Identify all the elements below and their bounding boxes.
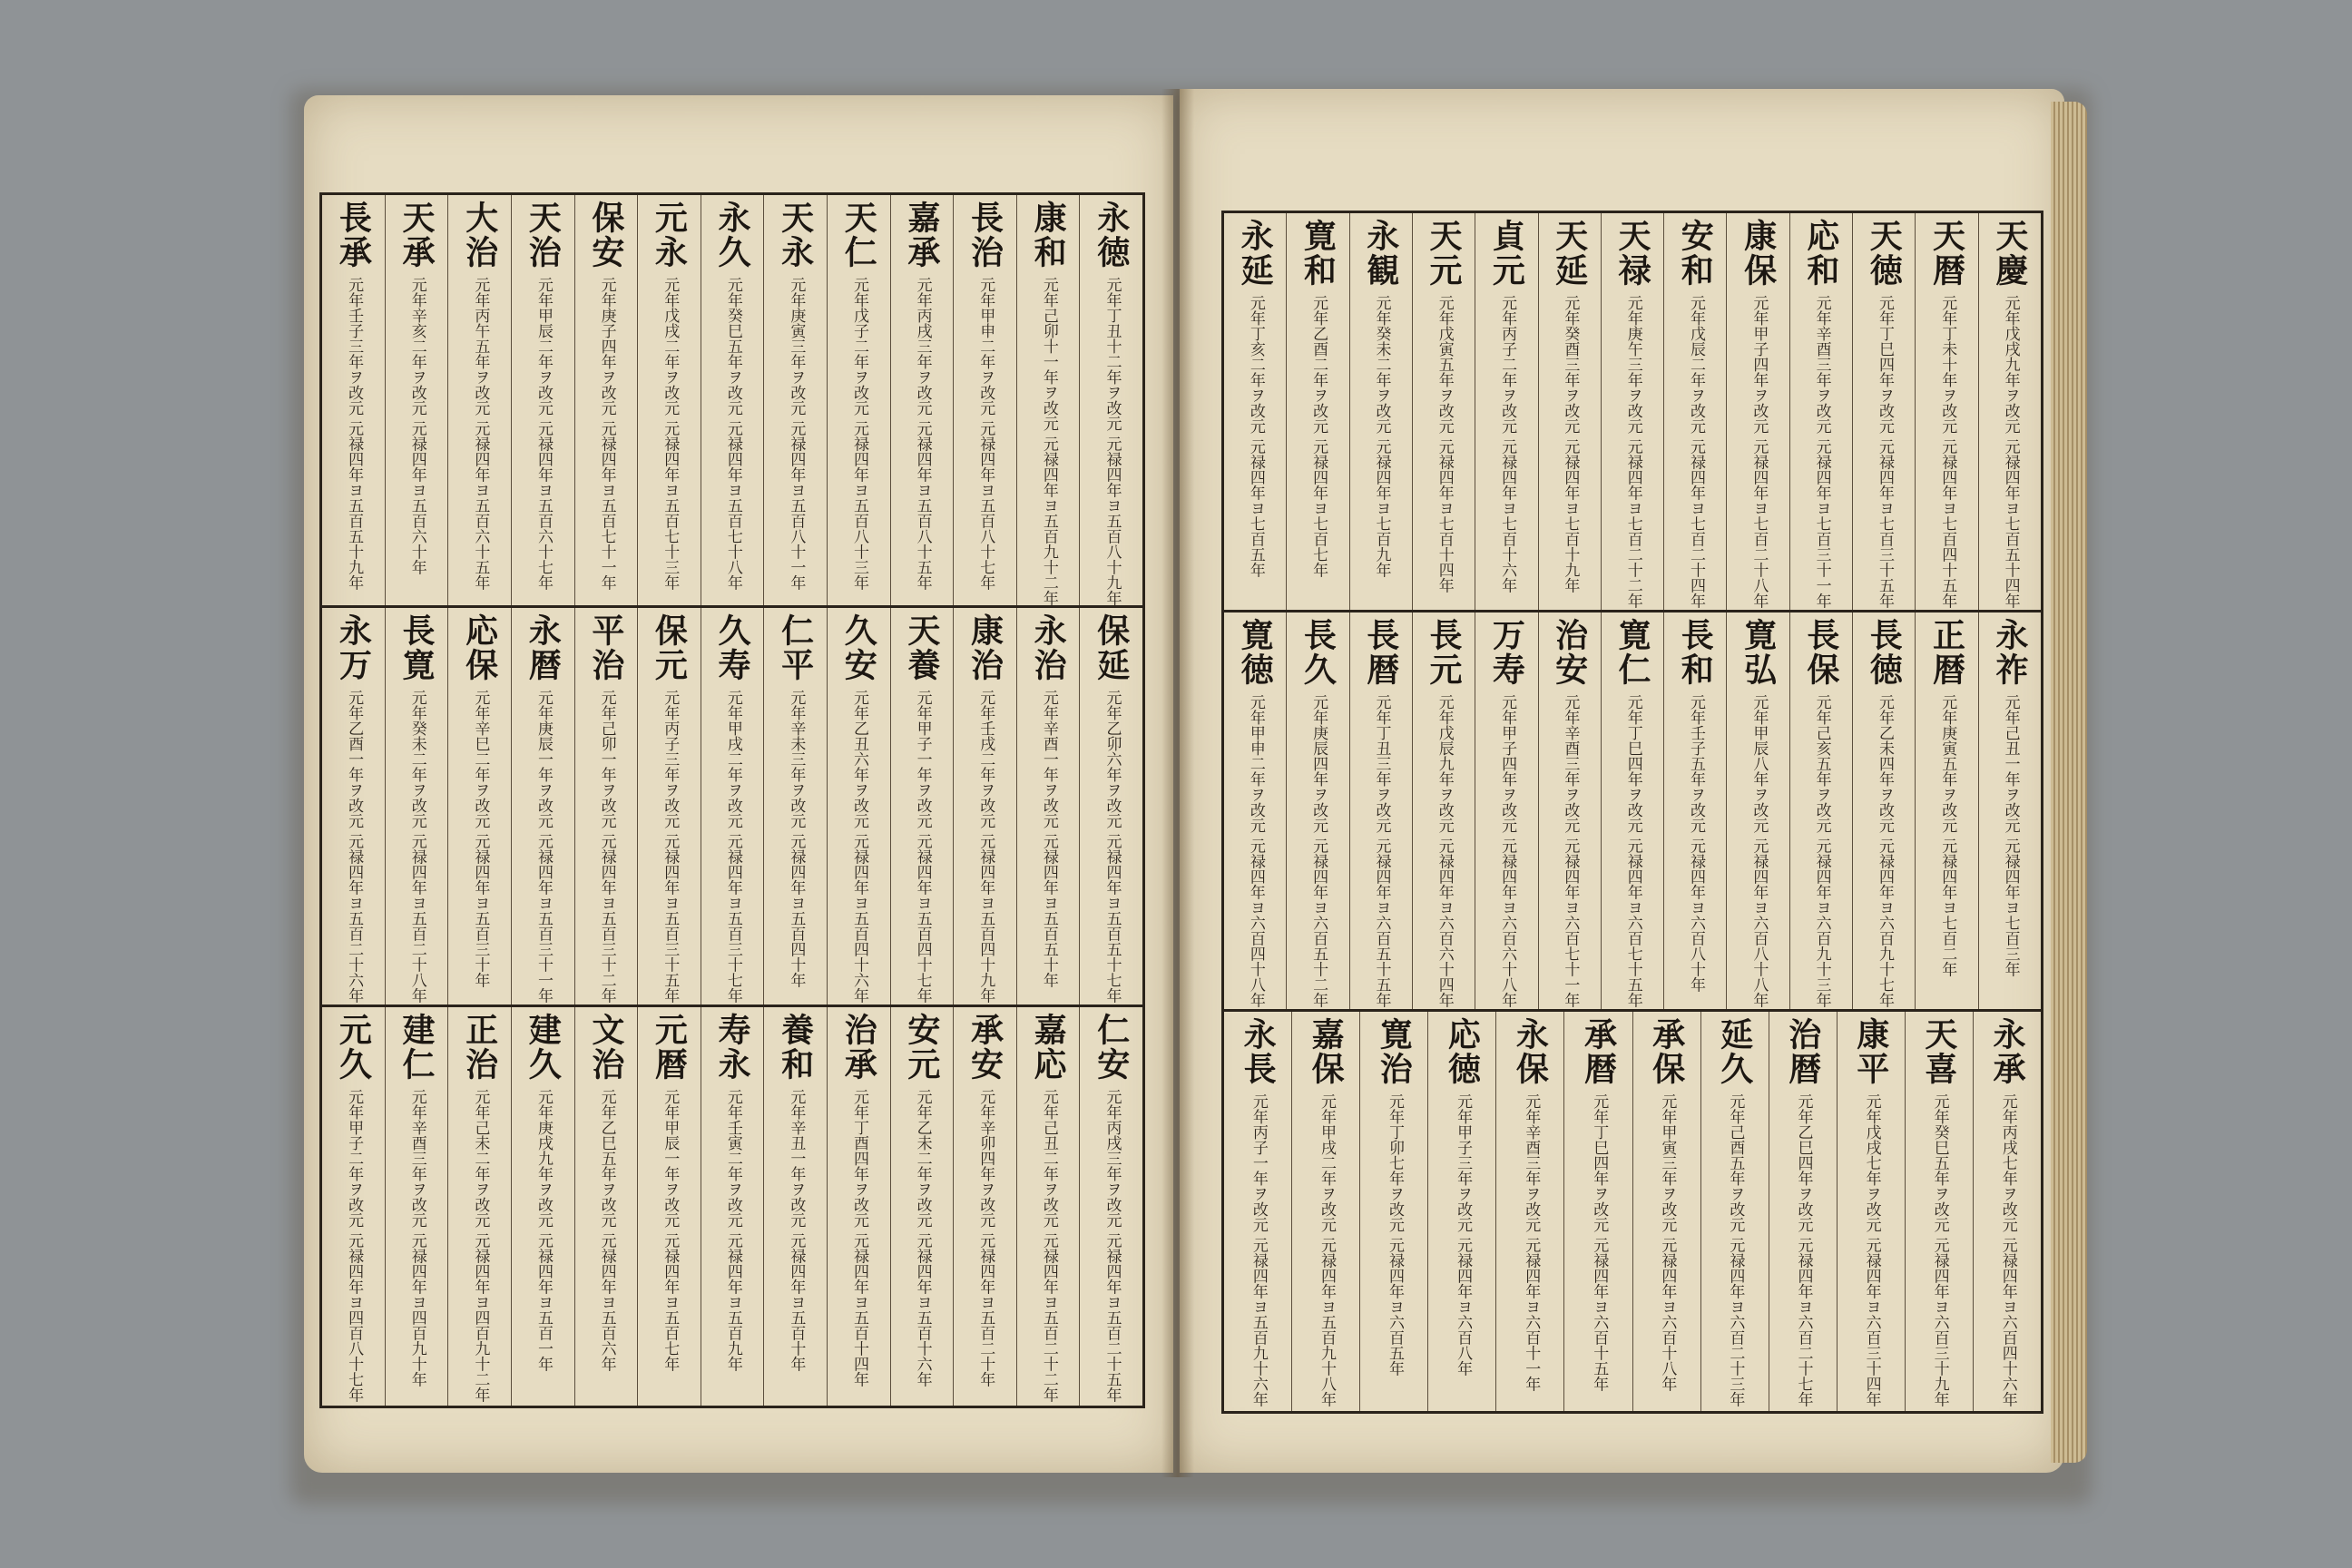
era-column: [1852, 612, 1915, 1009]
era-name: 文治: [586, 1012, 625, 1082]
era-name: 平治: [586, 613, 625, 683]
era-name: 保延: [1092, 613, 1131, 683]
era-note: 元年丙子三年ヲ改元 元禄四年ヨ五百三十五年: [661, 690, 680, 1004]
era-name: 正暦: [1927, 618, 1966, 687]
era-name: 安和: [1676, 219, 1715, 288]
era-note: 元年己丑二年ヲ改元 元禄四年ヨ五百二十二年: [1039, 1088, 1058, 1403]
era-column: [763, 1007, 827, 1406]
era-column: [574, 195, 638, 605]
era-note: 元年乙卯六年ヲ改元 元禄四年ヨ五百五十七年: [1102, 690, 1122, 1004]
era-column: [1978, 213, 2041, 610]
era-note: 元年癸未二年ヲ改元 元禄四年ヨ五百二十八年: [407, 690, 426, 1004]
era-name: 治暦: [1783, 1017, 1822, 1086]
era-column: [385, 608, 448, 1004]
era-name: 嘉応: [1029, 1012, 1068, 1082]
era-note: 元年乙酉二年ヲ改元 元禄四年ヨ七百七年: [1309, 295, 1328, 578]
era-column: [1837, 1012, 1905, 1411]
era-note: 元年丙子一年ヲ改元 元禄四年ヨ五百九十六年: [1249, 1093, 1268, 1407]
era-column: [511, 1007, 574, 1406]
era-name: 長和: [1676, 618, 1715, 687]
era-note: 元年戊戌七年ヲ改元 元禄四年ヨ六百三十四年: [1862, 1093, 1881, 1407]
tier-top: [322, 195, 1142, 608]
era-name: 元久: [334, 1012, 373, 1082]
era-note: 元年甲子三年ヲ改元 元禄四年ヨ六百八年: [1454, 1093, 1473, 1377]
era-column: [447, 1007, 511, 1406]
era-column: [1700, 1012, 1769, 1411]
era-name: 寛和: [1298, 219, 1338, 288]
era-name: 康治: [965, 613, 1004, 683]
era-note: 元年己未二年ヲ改元 元禄四年ヨ四百九十二年: [471, 1088, 490, 1403]
era-note: 元年甲子四年ヲ改元 元禄四年ヨ六百六十八年: [1498, 694, 1517, 1008]
era-note: 元年甲辰八年ヲ改元 元禄四年ヨ六百八十八年: [1749, 694, 1769, 1008]
era-column: [637, 608, 701, 1004]
era-name: 永久: [713, 201, 752, 270]
era-name: 承保: [1647, 1017, 1686, 1086]
era-column: [1915, 612, 1977, 1009]
era-column: [1973, 1012, 2041, 1411]
era-note: 元年辛丑一年ヲ改元 元禄四年ヨ五百十年: [787, 1088, 806, 1372]
era-column: [1016, 1007, 1080, 1406]
era-note: 元年癸未二年ヲ改元 元禄四年ヨ七百九年: [1372, 295, 1391, 578]
page-edges: [2051, 102, 2087, 1463]
era-column: [511, 195, 574, 605]
tier-bottom: [1224, 1012, 2041, 1411]
era-column: [1789, 213, 1852, 610]
era-note: 元年丁巳四年ヲ改元 元禄四年ヨ七百三十五年: [1875, 295, 1894, 609]
left-era-table: [319, 192, 1145, 1408]
era-column: [890, 1007, 954, 1406]
era-column: [701, 195, 764, 605]
era-name: 天養: [902, 613, 941, 683]
tier-middle: [1224, 612, 2041, 1012]
era-note: 元年丙子二年ヲ改元 元禄四年ヨ七百十六年: [1498, 295, 1517, 593]
era-name: 長承: [334, 201, 373, 270]
era-note: 元年癸酉三年ヲ改元 元禄四年ヨ七百十九年: [1561, 295, 1580, 593]
right-era-table: [1221, 211, 2043, 1414]
era-name: 康和: [1029, 201, 1068, 270]
era-note: 元年丙戌七年ヲ改元 元禄四年ヨ六百四十六年: [1998, 1093, 2017, 1407]
era-name: 久安: [839, 613, 878, 683]
era-note: 元年戊辰九年ヲ改元 元禄四年ヨ六百六十四年: [1435, 694, 1454, 1008]
era-note: 元年己酉五年ヲ改元 元禄四年ヨ六百二十三年: [1726, 1093, 1745, 1407]
era-column: [637, 195, 701, 605]
era-name: 長治: [965, 201, 1004, 270]
era-name: 永徳: [1092, 201, 1131, 270]
era-note: 元年甲辰一年ヲ改元 元禄四年ヨ五百七年: [661, 1088, 680, 1372]
era-note: 元年戊戌九年ヲ改元 元禄四年ヨ七百五十四年: [2001, 295, 2020, 609]
era-note: 元年己丑一年ヲ改元 元禄四年ヨ七百三年: [2001, 694, 2020, 977]
era-name: 建仁: [397, 1012, 436, 1082]
era-note: 元年辛酉三年ヲ改元 元禄四年ヨ六百十一年: [1522, 1093, 1541, 1392]
era-note: 元年乙未二年ヲ改元 元禄四年ヨ五百十六年: [913, 1088, 932, 1387]
era-column: [1632, 1012, 1700, 1411]
era-column: [322, 1007, 385, 1406]
era-note: 元年乙巳五年ヲ改元 元禄四年ヨ五百六年: [597, 1088, 616, 1372]
era-column: [701, 608, 764, 1004]
era-note: 元年甲子一年ヲ改元 元禄四年ヨ五百四十七年: [913, 690, 932, 1004]
era-column: [1769, 1012, 1837, 1411]
era-column: [637, 1007, 701, 1406]
era-name: 永祚: [1990, 618, 2029, 687]
era-name: 治承: [839, 1012, 878, 1082]
era-name: 長保: [1801, 618, 1840, 687]
era-note: 元年甲子二年ヲ改元 元禄四年ヨ四百八十七年: [345, 1088, 364, 1403]
era-name: 天暦: [1927, 219, 1966, 288]
era-name: 天慶: [1990, 219, 2029, 288]
era-name: 仁平: [776, 613, 815, 683]
era-note: 元年丁丑三年ヲ改元 元禄四年ヨ六百五十五年: [1372, 694, 1391, 1008]
era-name: 天仁: [839, 201, 878, 270]
era-note: 元年戊子二年ヲ改元 元禄四年ヨ五百八十三年: [850, 277, 869, 591]
era-column: [1789, 612, 1852, 1009]
era-column: [827, 195, 890, 605]
era-column: [1224, 612, 1286, 1009]
era-note: 元年丁巳四年ヲ改元 元禄四年ヨ六百十五年: [1590, 1093, 1609, 1392]
era-note: 元年辛未三年ヲ改元 元禄四年ヨ五百四十年: [787, 690, 806, 988]
era-column: [1915, 213, 1977, 610]
era-note: 元年己亥五年ヲ改元 元禄四年ヨ六百九十三年: [1812, 694, 1831, 1008]
era-name: 永承: [1987, 1017, 2026, 1086]
era-name: 永延: [1236, 219, 1275, 288]
era-name: 治安: [1550, 618, 1589, 687]
era-name: 元永: [650, 201, 689, 270]
era-name: 康保: [1739, 219, 1778, 288]
era-note: 元年庚寅三年ヲ改元 元禄四年ヨ五百八十一年: [787, 277, 806, 591]
era-column: [953, 608, 1016, 1004]
era-column: [890, 195, 954, 605]
era-column: [1726, 612, 1788, 1009]
era-name: 久寿: [713, 613, 752, 683]
era-note: 元年甲辰二年ヲ改元 元禄四年ヨ五百六十七年: [534, 277, 553, 591]
era-note: 元年辛酉一年ヲ改元 元禄四年ヨ五百五十年: [1039, 690, 1058, 988]
era-name: 長徳: [1865, 618, 1904, 687]
era-note: 元年癸巳五年ヲ改元 元禄四年ヨ五百七十八年: [723, 277, 742, 591]
era-column: [1286, 612, 1348, 1009]
era-note: 元年丁卯七年ヲ改元 元禄四年ヨ六百五年: [1386, 1093, 1405, 1377]
era-name: 保安: [586, 201, 625, 270]
era-name: 大治: [460, 201, 499, 270]
era-name: 応和: [1801, 219, 1840, 288]
era-note: 元年庚辰四年ヲ改元 元禄四年ヨ六百五十二年: [1309, 694, 1328, 1008]
era-column: [1663, 612, 1726, 1009]
era-column: [574, 608, 638, 1004]
era-note: 元年甲戌二年ヲ改元 元禄四年ヨ五百三十七年: [723, 690, 742, 1004]
era-name: 寿永: [713, 1012, 752, 1082]
era-column: [1601, 612, 1663, 1009]
era-name: 貞元: [1487, 219, 1526, 288]
era-note: 元年丁未十年ヲ改元 元禄四年ヨ七百四十五年: [1938, 295, 1957, 609]
era-name: 天延: [1550, 219, 1589, 288]
era-note: 元年庚寅五年ヲ改元 元禄四年ヨ七百二年: [1938, 694, 1957, 977]
era-note: 元年庚辰一年ヲ改元 元禄四年ヨ五百三十一年: [534, 690, 553, 1004]
era-note: 元年乙酉一年ヲ改元 元禄四年ヨ五百二十六年: [345, 690, 364, 1004]
era-note: 元年辛酉三年ヲ改元 元禄四年ヨ七百三十一年: [1812, 295, 1831, 609]
era-note: 元年丁丑十二年ヲ改元 元禄四年ヨ五百八十九年: [1102, 277, 1122, 606]
era-column: [1016, 608, 1080, 1004]
era-name: 永万: [334, 613, 373, 683]
era-name: 養和: [776, 1012, 815, 1082]
era-column: [1016, 195, 1080, 605]
era-name: 長寛: [397, 613, 436, 683]
era-column: [1359, 1012, 1427, 1411]
era-column: [1224, 1012, 1291, 1411]
era-column: [1538, 612, 1601, 1009]
era-note: 元年庚子四年ヲ改元 元禄四年ヨ五百七十一年: [597, 277, 616, 591]
era-name: 仁安: [1092, 1012, 1131, 1082]
era-column: [953, 1007, 1016, 1406]
era-name: 長元: [1425, 618, 1464, 687]
era-column: [574, 1007, 638, 1406]
era-column: [1412, 213, 1475, 610]
era-note: 元年辛酉三年ヲ改元 元禄四年ヨ四百九十年: [407, 1088, 426, 1387]
era-column: [322, 195, 385, 605]
era-name: 天禄: [1612, 219, 1651, 288]
tier-middle: [322, 608, 1142, 1006]
era-name: 康平: [1851, 1017, 1890, 1086]
era-note: 元年戊寅五年ヲ改元 元禄四年ヨ七百十四年: [1435, 295, 1454, 593]
era-note: 元年甲戌二年ヲ改元 元禄四年ヨ五百九十八年: [1317, 1093, 1336, 1407]
era-note: 元年戊戌二年ヲ改元 元禄四年ヨ五百七十三年: [661, 277, 680, 591]
era-name: 応徳: [1443, 1017, 1482, 1086]
era-name: 永長: [1239, 1017, 1278, 1086]
era-note: 元年甲申二年ヲ改元 元禄四年ヨ六百四十八年: [1246, 694, 1265, 1008]
era-column: [827, 1007, 890, 1406]
era-column: [953, 195, 1016, 605]
era-column: [701, 1007, 764, 1406]
era-note: 元年乙巳四年ヲ改元 元禄四年ヨ六百二十七年: [1794, 1093, 1813, 1407]
tier-top: [1224, 213, 2041, 612]
era-name: 延久: [1715, 1017, 1754, 1086]
era-note: 元年甲申二年ヲ改元 元禄四年ヨ五百八十七年: [976, 277, 995, 591]
era-name: 寛治: [1375, 1017, 1414, 1086]
era-name: 応保: [460, 613, 499, 683]
era-column: [1475, 213, 1537, 610]
era-note: 元年丙戌三年ヲ改元 元禄四年ヨ五百八十五年: [913, 277, 932, 591]
era-name: 永暦: [524, 613, 563, 683]
era-name: 永保: [1511, 1017, 1550, 1086]
era-name: 嘉承: [902, 201, 941, 270]
era-note: 元年乙未四年ヲ改元 元禄四年ヨ六百九十七年: [1875, 694, 1894, 1008]
era-note: 元年癸巳五年ヲ改元 元禄四年ヨ六百三十九年: [1930, 1093, 1949, 1407]
era-column: [385, 1007, 448, 1406]
era-note: 元年丁巳四年ヲ改元 元禄四年ヨ六百七十五年: [1623, 694, 1642, 1008]
era-name: 正治: [460, 1012, 499, 1082]
era-column: [1349, 213, 1412, 610]
era-name: 天喜: [1919, 1017, 1958, 1086]
era-column: [763, 608, 827, 1004]
era-column: [1475, 612, 1537, 1009]
era-column: [447, 195, 511, 605]
era-column: [1563, 1012, 1632, 1411]
era-note: 元年丁亥二年ヲ改元 元禄四年ヨ七百五年: [1246, 295, 1265, 578]
era-column: [763, 195, 827, 605]
era-note: 元年辛巳二年ヲ改元 元禄四年ヨ五百三十年: [471, 690, 490, 988]
era-column: [1291, 1012, 1359, 1411]
era-column: [1852, 213, 1915, 610]
era-name: 寛仁: [1612, 618, 1651, 687]
era-name: 天元: [1425, 219, 1464, 288]
tier-bottom: [322, 1007, 1142, 1406]
era-column: [1286, 213, 1348, 610]
era-note: 元年壬子五年ヲ改元 元禄四年ヨ六百八十年: [1687, 694, 1706, 993]
era-column: [1079, 195, 1142, 605]
era-column: [1427, 1012, 1495, 1411]
era-name: 保元: [650, 613, 689, 683]
era-name: 長久: [1298, 618, 1338, 687]
era-column: [1601, 213, 1663, 610]
era-name: 天徳: [1865, 219, 1904, 288]
era-name: 天永: [776, 201, 815, 270]
era-note: 元年庚午三年ヲ改元 元禄四年ヨ七百二十二年: [1623, 295, 1642, 609]
era-name: 嘉保: [1307, 1017, 1346, 1086]
era-name: 建久: [524, 1012, 563, 1082]
era-column: [827, 608, 890, 1004]
era-note: 元年丙戌三年ヲ改元 元禄四年ヨ五百二十五年: [1102, 1088, 1122, 1403]
era-name: 天承: [397, 201, 436, 270]
era-name: 永治: [1029, 613, 1068, 683]
era-column: [1079, 1007, 1142, 1406]
era-note: 元年辛卯四年ヲ改元 元禄四年ヨ五百二十年: [976, 1088, 995, 1387]
era-column: [1905, 1012, 1973, 1411]
era-note: 元年丙午五年ヲ改元 元禄四年ヨ五百六十五年: [471, 277, 490, 591]
era-column: [1978, 612, 2041, 1009]
era-note: 元年壬子三年ヲ改元 元禄四年ヨ五百五十九年: [345, 277, 364, 591]
era-note: 元年庚戌九年ヲ改元 元禄四年ヨ五百一年: [534, 1088, 553, 1372]
era-column: [385, 195, 448, 605]
era-column: [1663, 213, 1726, 610]
era-note: 元年甲寅三年ヲ改元 元禄四年ヨ六百十八年: [1658, 1093, 1677, 1392]
era-name: 寛徳: [1236, 618, 1275, 687]
era-note: 元年壬戌二年ヲ改元 元禄四年ヨ五百四十九年: [976, 690, 995, 1004]
era-name: 天治: [524, 201, 563, 270]
era-name: 承安: [965, 1012, 1004, 1082]
era-name: 元暦: [650, 1012, 689, 1082]
era-name: 永観: [1361, 219, 1400, 288]
era-name: 寛弘: [1739, 618, 1778, 687]
book-gutter: [1161, 89, 1194, 1477]
era-column: [1224, 213, 1286, 610]
era-name: 長暦: [1361, 618, 1400, 687]
era-note: 元年戊辰二年ヲ改元 元禄四年ヨ七百二十四年: [1687, 295, 1706, 609]
era-name: 万寿: [1487, 618, 1526, 687]
era-column: [1495, 1012, 1563, 1411]
era-column: [1412, 612, 1475, 1009]
era-note: 元年辛酉三年ヲ改元 元禄四年ヨ六百七十一年: [1561, 694, 1580, 1008]
era-note: 元年丁酉四年ヲ改元 元禄四年ヨ五百十四年: [850, 1088, 869, 1387]
era-column: [322, 608, 385, 1004]
era-column: [1538, 213, 1601, 610]
era-note: 元年甲子四年ヲ改元 元禄四年ヨ七百二十八年: [1749, 295, 1769, 609]
era-name: 承暦: [1579, 1017, 1618, 1086]
era-note: 元年壬寅二年ヲ改元 元禄四年ヨ五百九年: [723, 1088, 742, 1372]
era-column: [447, 608, 511, 1004]
era-note: 元年乙丑六年ヲ改元 元禄四年ヨ五百四十六年: [850, 690, 869, 1004]
era-column: [1726, 213, 1788, 610]
era-note: 元年己卯十一年ヲ改元 元禄四年ヨ五百九十二年: [1039, 277, 1058, 606]
era-column: [890, 608, 954, 1004]
era-note: 元年辛亥二年ヲ改元 元禄四年ヨ五百六十年: [407, 277, 426, 575]
era-column: [1349, 612, 1412, 1009]
era-name: 安元: [902, 1012, 941, 1082]
era-column: [1079, 608, 1142, 1004]
era-column: [511, 608, 574, 1004]
era-note: 元年己卯一年ヲ改元 元禄四年ヨ五百三十二年: [597, 690, 616, 1004]
